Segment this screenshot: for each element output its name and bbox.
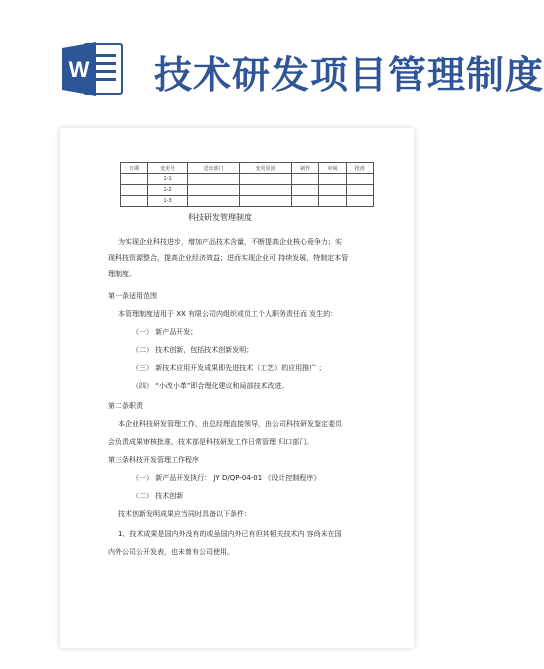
document-title: 科技研发管理制度 [188, 213, 252, 222]
table-cell [121, 185, 148, 196]
table-row [121, 185, 374, 196]
table-cell [319, 196, 346, 207]
table-row [121, 196, 374, 207]
document-page [60, 128, 414, 648]
list-item: （二） 技术创新 [132, 492, 184, 500]
banner-title: 技术研发项目管理制度 [154, 53, 544, 97]
section-heading: 第三条科技开发管理工作程序 [108, 456, 199, 464]
paragraph-line: 内外公司公开发表，也未曾有公司使用。 [108, 548, 234, 556]
svg-text:W: W [68, 57, 90, 82]
table-header-cell: 审阅 [319, 163, 346, 174]
table-cell [187, 185, 239, 196]
list-item: （二） 技术创新，包括技术创新发明； [132, 346, 254, 354]
table-cell [346, 174, 373, 185]
table-cell [292, 174, 319, 185]
table-cell [240, 174, 292, 185]
table-cell [319, 174, 346, 185]
paragraph-line: 理制度。 [108, 270, 136, 278]
revision-table [120, 162, 374, 207]
paragraph-line: 本管理制度适用于 XX 有限公司内组织或员工个人职务责任而 发生的： [118, 310, 338, 318]
table-cell [121, 196, 148, 207]
table-cell: 1-2 [148, 185, 188, 196]
table-header-cell: 批准 [346, 163, 373, 174]
paragraph-line: 1、技术成果是国内外没有的或虽国内外已有但其相关技术内 容尚未在国 [118, 530, 342, 538]
section-heading: 第二条职责 [108, 402, 143, 410]
table-header-cell: 变更号 [148, 163, 188, 174]
paragraph-line: 技术创新发明成果应当同时具备以下条件： [118, 510, 251, 518]
table-cell [319, 185, 346, 196]
table-cell [346, 196, 373, 207]
table-header-cell: 送出部门 [187, 163, 239, 174]
table-cell [240, 196, 292, 207]
table-cell [240, 185, 292, 196]
paragraph-line: 现科技资源整合，提高企业经济效益；进而实现企业可 持续发展，特制定本管 [108, 254, 349, 262]
table-cell [346, 185, 373, 196]
list-item: （一） 新产品开发执行： JY D/QP-04-01 《设计控制程序》 [132, 474, 321, 482]
table-cell [187, 174, 239, 185]
list-item: （三） 新技术应用开发成果即先进技术（工艺）的应用推广 ； [132, 364, 326, 372]
list-item: （一） 新产品开发； [132, 328, 198, 336]
paragraph-line: 本企业科技研发管理工作，由总经理直接领导，由公司科技研发鉴定委员 [118, 420, 342, 428]
word-icon [62, 40, 124, 98]
list-item: （四） “小改小革”即合理化建议和局部技术改进。 [132, 382, 289, 390]
table-cell [187, 196, 239, 207]
table-cell [292, 196, 319, 207]
table-row [121, 174, 374, 185]
section-heading: 第一条适用范围 [108, 292, 157, 300]
table-header-cell: 制作 [292, 163, 319, 174]
table-header-cell: 变更原因 [240, 163, 292, 174]
table-cell: 1-1 [148, 174, 188, 185]
table-cell [121, 174, 148, 185]
table-cell: 1-3 [148, 196, 188, 207]
table-header-cell: 日期 [121, 163, 148, 174]
table-header-row [121, 163, 374, 174]
table-cell [292, 185, 319, 196]
paragraph-line: 会负责成果审核批准，技术部是科技研发工作日常管理 归口部门。 [108, 438, 314, 446]
paragraph-line: 为实现企业科技进步，增加产品技术含量，不断提高企业核心竟争力；实 [118, 238, 342, 246]
